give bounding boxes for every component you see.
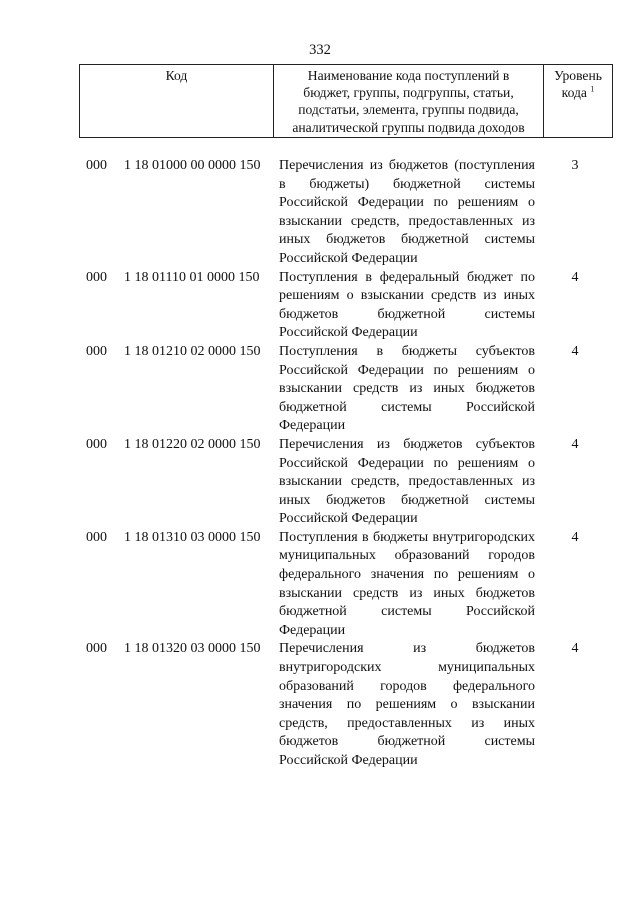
code-level-cell: 4	[571, 343, 579, 359]
page-number: 332	[309, 42, 331, 58]
code-level-cell: 4	[571, 436, 579, 452]
revenue-code-cell: 1 18 01110 01 0000 150	[124, 269, 260, 285]
admin-code-cell: 000	[86, 529, 107, 545]
header-level-line: Уровень	[554, 68, 602, 83]
code-level-cell: 4	[571, 641, 579, 657]
revenue-name-cell: Перечисления из бюджетов субъектов Российской Федерации по решениям о взыскании средств, предоставленных из иных бюджетов бюджетной системы Российской Федерации	[279, 436, 535, 527]
header-name-line: бюджет, группы, подгруппы, статьи,	[303, 85, 514, 101]
revenue-name-cell: Поступления в бюджеты субъектов Российской Федерации по решениям о взыскании средств из иных бюджетов бюджетной системы Российской Федерации	[279, 343, 535, 434]
revenue-name-cell: Перечисления из бюджетов внутригородских муниципальных образований городов федерального значения по решениям о взыскании средств, предоставленных из иных бюджетов бюджетной системы Российской Федерации	[279, 641, 535, 768]
code-level-cell: 4	[571, 269, 579, 285]
admin-code-cell: 000	[86, 343, 107, 359]
revenue-name-cell: Поступления в федеральный бюджет по решениям о взыскании средств из иных бюджетов бюджетной системы Российской Федерации	[279, 269, 535, 341]
header-level-line	[544, 84, 612, 101]
table-row	[0, 269, 640, 343]
header-name-line: подстатьи, элемента, группы подвида,	[298, 102, 519, 118]
table-row	[0, 436, 640, 529]
revenue-name-cell: Перечисления из бюджетов (поступления в бюджеты) бюджетной системы Российской Федерации по решениям о взыскании средств, предоставленных из иных бюджетов бюджетной системы Российской Федерации	[279, 158, 535, 266]
table-row	[0, 640, 640, 770]
revenue-code-cell: 1 18 01210 02 0000 150	[124, 343, 261, 359]
footnote-marker: 1	[590, 84, 595, 94]
revenue-name-cell: Поступления в бюджеты внутригородских муниципальных образований городов федерального значения по решениям о взыскании средств из иных бюджетов бюджетной системы Российской Федерации	[279, 529, 535, 638]
admin-code-cell: 000	[86, 269, 107, 285]
code-level-cell: 4	[571, 529, 579, 545]
revenue-code-cell: 1 18 01000 00 0000 150	[124, 158, 261, 173]
table-body	[0, 157, 640, 771]
admin-code-cell: 000	[86, 436, 107, 452]
revenue-code-cell: 1 18 01310 03 0000 150	[124, 529, 261, 545]
header-name-cell	[274, 65, 544, 137]
revenue-code-cell: 1 18 01320 03 0000 150	[124, 641, 261, 657]
table-row	[0, 529, 640, 641]
header-code-cell	[80, 65, 274, 137]
header-level-label: кода	[561, 85, 587, 101]
header-code-label: Код	[165, 68, 188, 83]
revenue-code-cell: 1 18 01220 02 0000 150	[124, 436, 261, 452]
header-name-line: аналитической группы подвида доходов	[292, 119, 525, 135]
table-header	[79, 64, 613, 138]
table-row	[0, 157, 640, 269]
admin-code-cell: 000	[86, 641, 107, 657]
code-level-cell: 3	[571, 158, 579, 173]
header-level-cell	[544, 65, 612, 137]
admin-code-cell: 000	[86, 158, 107, 173]
header-name-line: Наименование кода поступлений в	[307, 68, 510, 83]
table-row	[0, 343, 640, 436]
